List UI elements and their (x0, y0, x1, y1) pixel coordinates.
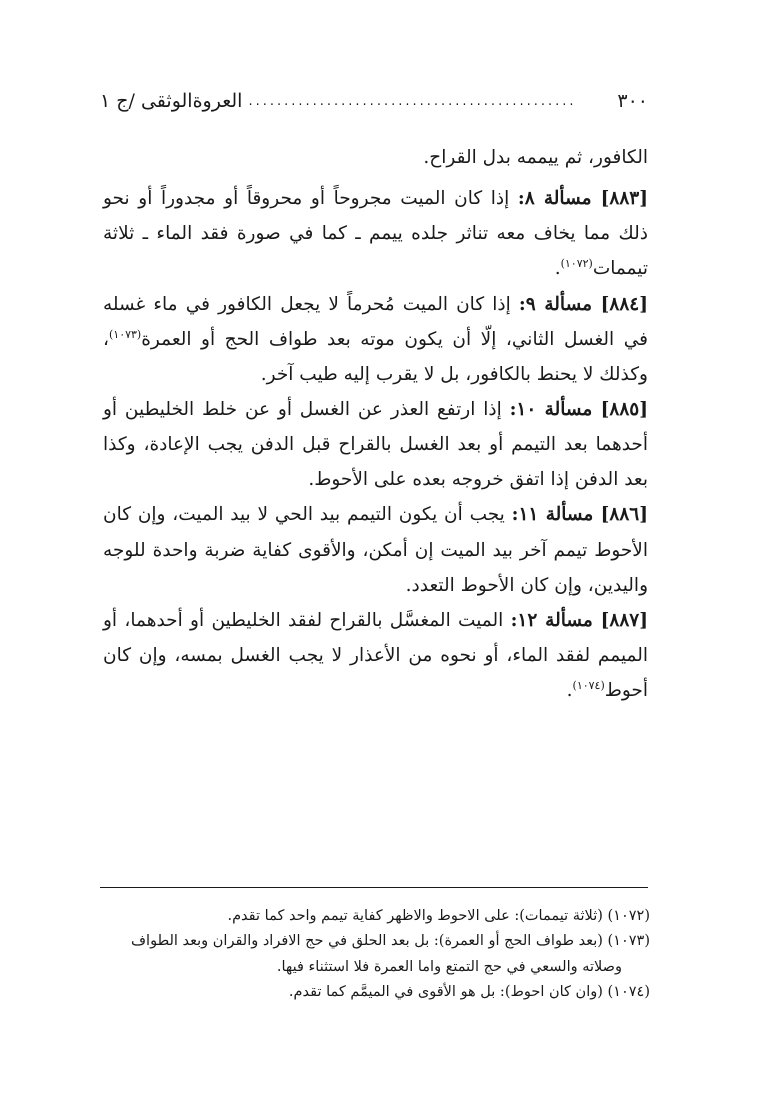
running-header (100, 86, 648, 116)
page-number: ٣٠٠ (617, 90, 648, 112)
issue-paragraph (103, 287, 648, 392)
issue-text-end: . (566, 680, 573, 702)
issue-text: يجب أن يكون التيمم بيد الحي لا بيد الميت، وإن كان الأحوط تيمم آخر بيد الميت إن أمكن، والأقوى كفاية ضربة واحدة للوجه واليدين، وإن كان الأحوط التعدد. (103, 504, 648, 596)
footnotes (100, 904, 650, 1006)
issue-paragraph (103, 603, 648, 708)
issue-paragraph (103, 181, 648, 286)
main-text (103, 140, 648, 708)
footnote-ref: (١٠٧٤) (572, 678, 605, 692)
issue-number: [٨٨٧] مسألة ١٢: (510, 609, 648, 631)
footnote: (١٠٧٣) (بعد طواف الحج أو العمرة): بل بعد الحلق في حج الافراد والقران وبعد الطواف (131, 933, 650, 950)
issue-text: إذا كان الميت مُحرماً لا يجعل الكافور في ماء غسله في الغسل الثاني، إلّا أن يكون موته بعد طواف الحج أو العمرة (103, 293, 648, 350)
issue-paragraph (103, 392, 648, 497)
issue-text: الميت المغسَّل بالقراح لفقد الخليطين أو أحدهما، أو الميمم لفقد الماء، أو نحوه من الأعذار لا يجب الغسل بمسه، وإن كان أحوط (103, 609, 648, 702)
issue-paragraph (103, 497, 648, 602)
issue-text-end: . (554, 258, 561, 280)
footnote-continuation: وصلاته والسعي في حج التمتع واما العمرة فلا استثناء فيها. (276, 958, 622, 975)
issue-text: إذا ارتفع العذر عن الغسل أو عن خلط الخليطين أو أحدهما بعد التيمم أو بعد الغسل بالقراح قبل الدفن يجب الإعادة، وكذا بعد الدفن إذا اتفق خروجه بعده على الأحوط. (103, 398, 648, 491)
issue-number: [٨٨٤] مسألة ٩: (518, 293, 648, 315)
footnote-ref: (١٠٧٢) (560, 257, 593, 271)
footnote: (١٠٧٤) (وان كان احوط): بل هو الأقوى في الميمَّم كما تقدم. (288, 984, 650, 1001)
issue-number: [٨٨٣] مسألة ٨: (517, 188, 648, 210)
issue-text-end: ، وكذلك لا يحنط بالكافور، بل لا يقرب إليه طيب آخر. (103, 328, 648, 385)
intro-line: الكافور، ثم ييممه بدل القراح. (423, 147, 648, 168)
footnote-divider (100, 887, 648, 888)
issue-text: إذا كان الميت مجروحاً أو محروقاً أو مجدوراً أو نحو ذلك مما يخاف معه تناثر جلده ييمم ـ كما في صورة فقد الماء ـ ثلاثة تيممات (103, 188, 648, 280)
leader-dots: .............................................. (248, 93, 577, 109)
footnote: (١٠٧٢) (ثلاثة تيممات): على الاحوط والاظهر كفاية تيمم واحد كما تقدم. (227, 908, 650, 924)
issue-number: [٨٨٥] مسألة ١٠: (509, 398, 648, 420)
issue-number: [٨٨٦] مسألة ١١: (511, 504, 648, 526)
footnote-ref: (١٠٧٣) (108, 327, 142, 341)
book-title: العروةالوثقى /ج ١ (100, 90, 243, 112)
